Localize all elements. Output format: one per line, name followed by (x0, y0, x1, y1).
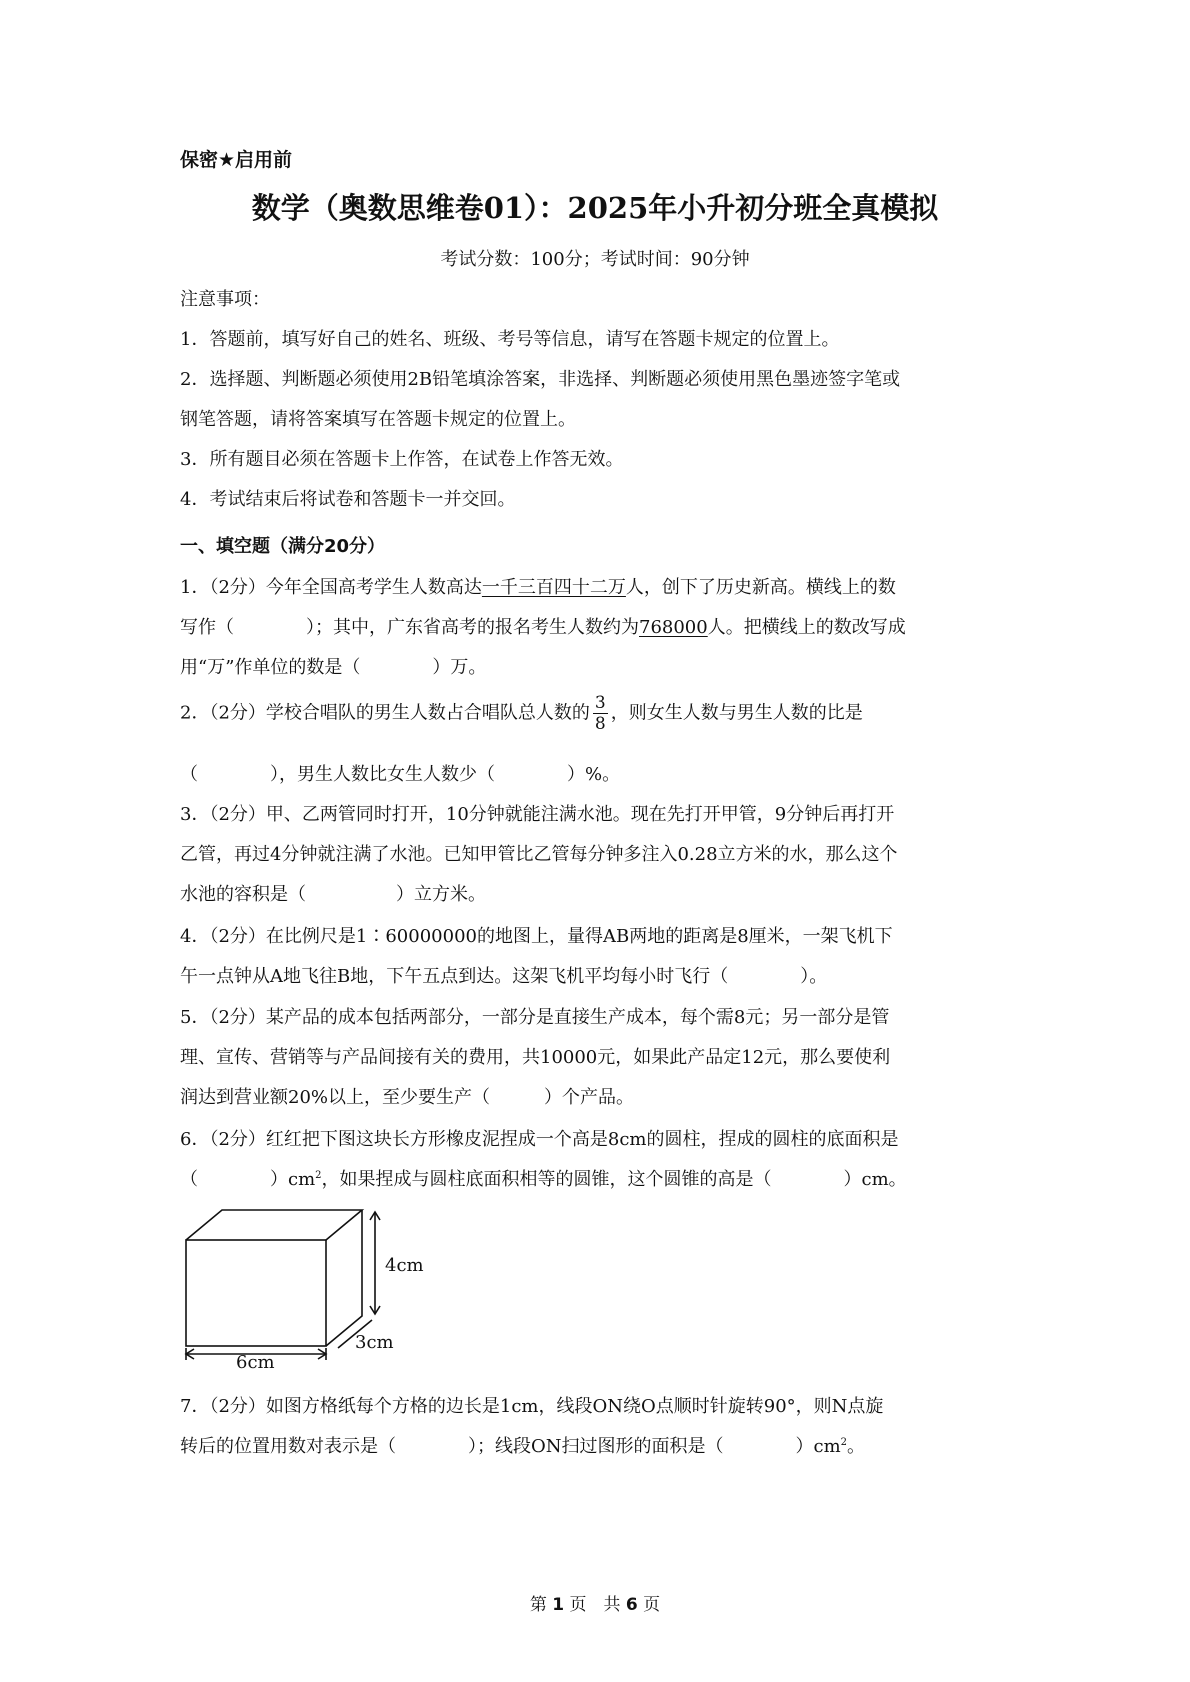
question-6-line: 6．（2分）红红把下图这块长方形橡皮泥捏成一个高是8cm的圆柱，捏成的圆柱的底面积是 (180, 1129, 899, 1150)
question-2-line: （ ），男生人数比女生人数少（ ）%。 (180, 764, 621, 785)
note-item: 1．答题前，填写好自己的姓名、班级、考号等信息，请写在答题卡规定的位置上。 (180, 329, 840, 350)
section-heading: 一、填空题（满分20分） (180, 536, 386, 557)
question-7-line: 转后的位置用数对表示是（ ）；线段ON扫过图形的面积是（ ）$cm^2$。 (180, 1436, 866, 1457)
question-7-line: 7．（2分）如图方格纸每个方格的边长是1cm，线段ON绕O点顺时针旋转90°，则N点旋 (180, 1396, 884, 1417)
note-item: 钢笔答题，请将答案填写在答题卡规定的位置上。 (180, 409, 576, 430)
question-5-line: 5．（2分）某产品的成本包括两部分，一部分是直接生产成本，每个需8元；另一部分是管 (180, 1007, 890, 1028)
question-1-line: 1．（2分）今年全国高考学生人数高达一千三百四十二万人，创下了历史新高。横线上的数 (180, 577, 896, 598)
confidential-label: 保密★启用前 (180, 149, 293, 171)
cuboid-top-face (186, 1210, 362, 1240)
height-label: 4cm (385, 1255, 424, 1276)
page-footer: 第 1 页 共 6 页 (529, 1595, 661, 1615)
page-number: 1 (552, 1595, 565, 1615)
page-total: 6 (625, 1595, 638, 1615)
question-4-line: 午一点钟从A地飞往B地，下午五点到达。这架飞机平均每小时飞行（ ）。 (180, 966, 828, 987)
notes-heading: 注意事项： (180, 289, 270, 310)
page-title: 数学（奥数思维卷01）：2025年小升初分班全真模拟 (251, 191, 939, 225)
question-3-line: 乙管，再过4分钟就注满了水池。已知甲管比乙管每分钟多注入0.28立方米的水，那么这个 (180, 844, 898, 865)
depth-label: 3cm (355, 1332, 394, 1353)
exam-info: 考试分数：100分；考试时间：90分钟 (440, 249, 750, 270)
cuboid-side-face (326, 1210, 362, 1346)
question-5-line: 润达到营业额20%以上，至少要生产（ ）个产品。 (180, 1087, 635, 1108)
question-3-line: 3．（2分）甲、乙两管同时打开，10分钟就能注满水池。现在先打开甲管，9分钟后再打开 (180, 804, 895, 825)
question-2-line: 2．（2分）学校合唱队的男生人数占合唱队总人数的 $\frac{3}{8}$ ，则女生人数与男生人数的比是 (180, 693, 863, 734)
cuboid-figure (180, 1200, 440, 1370)
width-label: 6cm (236, 1352, 275, 1370)
question-1-line: 用“万”作单位的数是（ ）万。 (180, 657, 487, 678)
question-4-line: 4．（2分）在比例尺是1∶60000000的地图上，量得AB两地的距离是8厘米，一架飞机下 (180, 926, 893, 947)
question-3-line: 水池的容积是（ ）立方米。 (180, 884, 486, 905)
note-item: 3．所有题目必须在答题卡上作答，在试卷上作答无效。 (180, 449, 624, 470)
question-6-line: （ ）$cm^2$，如果捏成与圆柱底面积相等的圆锥，这个圆锥的高是（ ）cm。 (180, 1169, 907, 1190)
cuboid-front-face (186, 1240, 326, 1346)
underlined-number: 一千三百四十二万 (481, 577, 626, 598)
note-item: 2．选择题、判断题必须使用2B铅笔填涂答案，非选择、判断题必须使用黑色墨迹签字笔或 (180, 369, 901, 390)
question-5-line: 理、宣传、营销等与产品间接有关的费用，共10000元，如果此产品定12元，那么要使利 (180, 1047, 891, 1068)
underlined-number: 768000 (639, 617, 708, 638)
question-1-line: 写作（ ）；其中，广东省高考的报名考生人数约为768000人。把横线上的数改写成 (180, 617, 906, 638)
note-item: 4．考试结束后将试卷和答题卡一并交回。 (180, 489, 516, 510)
fraction: $\frac{3}{8}$ (594, 693, 606, 734)
